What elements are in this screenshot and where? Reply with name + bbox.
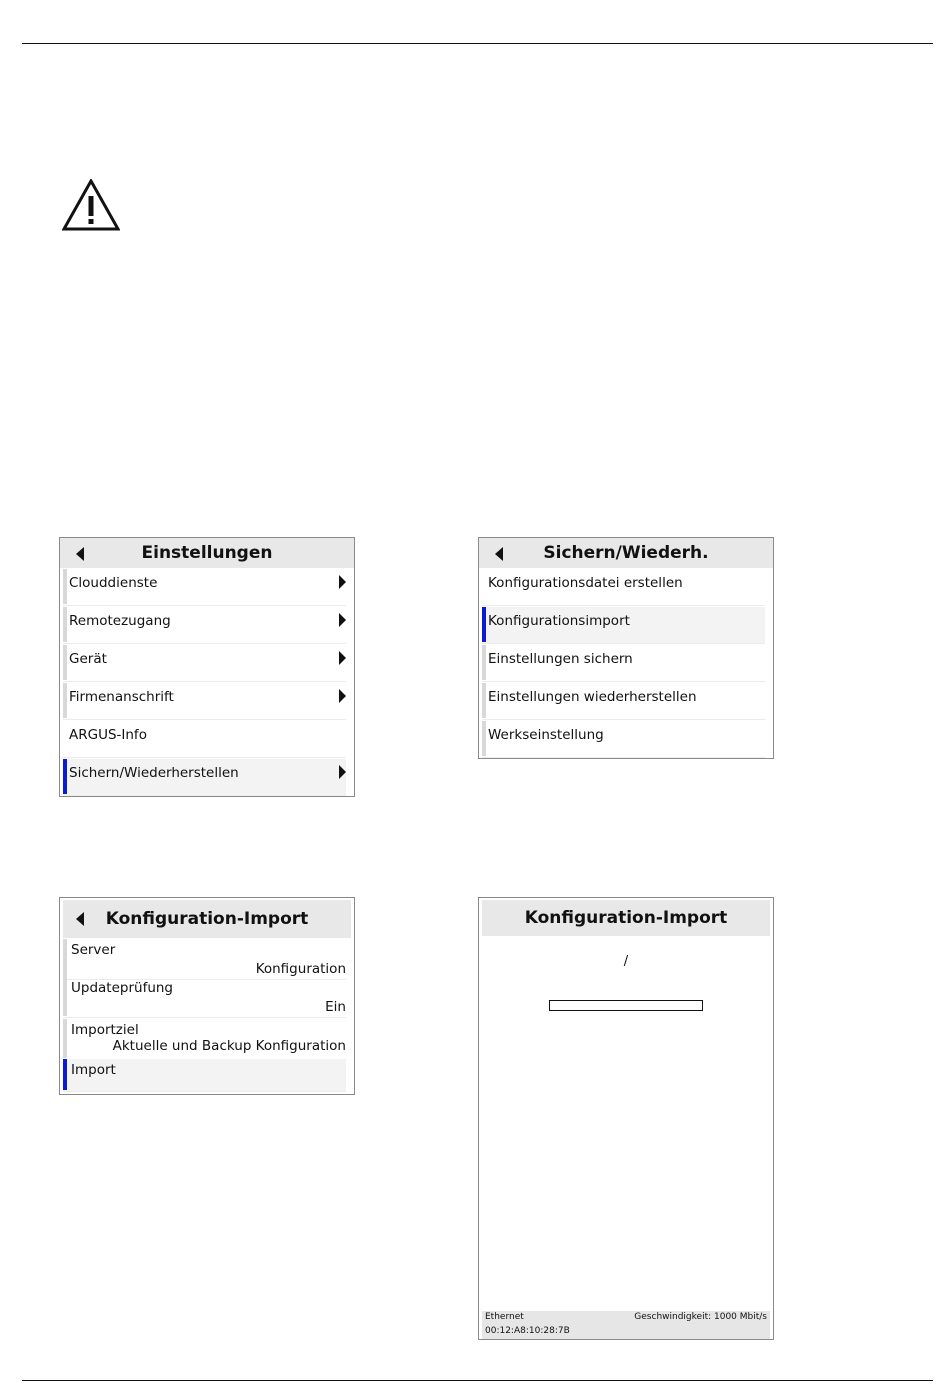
setting-import-target[interactable] — [63, 1019, 346, 1060]
menu-item-factory-reset[interactable] — [482, 721, 765, 758]
menu-item-label: Konfigurationsimport — [488, 613, 630, 629]
screen-title: Konfiguration-Import — [524, 908, 728, 928]
setting-value: Aktuelle und Backup Konfiguration — [112, 1038, 346, 1054]
menu-item-label: Firmenanschrift — [69, 689, 174, 705]
menu-item-config-import[interactable] — [482, 607, 765, 644]
item-indicator — [482, 645, 486, 680]
item-indicator — [63, 939, 67, 978]
selection-indicator — [63, 759, 67, 794]
submenu-arrow-icon — [339, 613, 346, 627]
setting-label: Import — [71, 1062, 116, 1078]
menu-item-label: Gerät — [69, 651, 107, 667]
menu-item-label: Einstellungen sichern — [488, 651, 633, 667]
settings-screen — [59, 537, 355, 797]
selection-indicator — [482, 607, 486, 642]
backup-restore-screen — [478, 537, 774, 759]
progress-bar — [549, 1000, 703, 1011]
menu-item-remotezugang[interactable] — [63, 607, 346, 644]
setting-value: Konfiguration — [255, 961, 346, 977]
setting-value: Ein — [325, 999, 346, 1015]
item-indicator — [63, 645, 67, 680]
menu-item-save-settings[interactable] — [482, 645, 765, 682]
item-indicator — [63, 569, 67, 604]
screen-title-bar — [479, 538, 773, 568]
setting-server[interactable] — [63, 939, 346, 980]
screen-title: Sichern/Wiederh. — [543, 543, 709, 563]
warning-triangle-icon — [62, 179, 120, 231]
submenu-arrow-icon — [339, 575, 346, 589]
submenu-arrow-icon — [339, 689, 346, 703]
config-import-progress-screen — [478, 897, 774, 1340]
item-indicator — [482, 683, 486, 718]
selection-indicator — [63, 1059, 67, 1090]
setting-label: Server — [71, 942, 116, 958]
menu-item-label: Werkseinstellung — [488, 727, 604, 743]
submenu-arrow-icon — [339, 765, 346, 779]
menu-item-sichern-wiederherstellen[interactable] — [63, 759, 346, 796]
progress-counter: / — [623, 954, 629, 969]
mac-address: 00:12:A8:10:28:7B — [485, 1326, 570, 1336]
item-indicator — [63, 977, 67, 1016]
status-bar — [482, 1311, 770, 1339]
item-indicator — [63, 1019, 67, 1058]
back-arrow-icon[interactable] — [495, 547, 503, 561]
screen-title: Einstellungen — [141, 543, 273, 563]
menu-item-label: Einstellungen wiederherstellen — [488, 689, 697, 705]
item-indicator — [482, 721, 486, 756]
bottom-rule — [22, 1380, 933, 1381]
screen-title-bar — [60, 538, 354, 568]
setting-label: Updateprüfung — [71, 980, 174, 996]
import-action[interactable] — [63, 1059, 346, 1092]
item-indicator — [63, 683, 67, 718]
submenu-arrow-icon — [339, 651, 346, 665]
back-arrow-icon[interactable] — [76, 547, 84, 561]
menu-item-restore-settings[interactable] — [482, 683, 765, 720]
menu-item-label: Remotezugang — [69, 613, 171, 629]
item-indicator — [63, 607, 67, 642]
menu-item-label: ARGUS-Info — [69, 727, 147, 743]
screen-title: Konfiguration-Import — [105, 909, 309, 929]
menu-item-create-config-file[interactable] — [482, 569, 765, 606]
menu-item-clouddienste[interactable] — [63, 569, 346, 606]
screen-title-bar — [63, 900, 351, 938]
menu-item-label: Clouddienste — [69, 575, 158, 591]
menu-item-geraet[interactable] — [63, 645, 346, 682]
interface-label: Ethernet — [485, 1312, 524, 1322]
setting-label: Importziel — [71, 1022, 139, 1038]
screen-title-bar — [482, 900, 770, 936]
speed-label: Geschwindigkeit: 1000 Mbit/s — [634, 1312, 767, 1322]
menu-item-label: Konfigurationsdatei erstellen — [488, 575, 683, 591]
menu-item-label: Sichern/Wiederherstellen — [69, 765, 239, 781]
back-arrow-icon[interactable] — [76, 912, 84, 926]
top-rule — [22, 43, 933, 44]
setting-update-check[interactable] — [63, 977, 346, 1018]
menu-item-argus-info[interactable] — [63, 721, 346, 758]
menu-item-firmenanschrift[interactable] — [63, 683, 346, 720]
config-import-settings-screen — [59, 897, 355, 1095]
